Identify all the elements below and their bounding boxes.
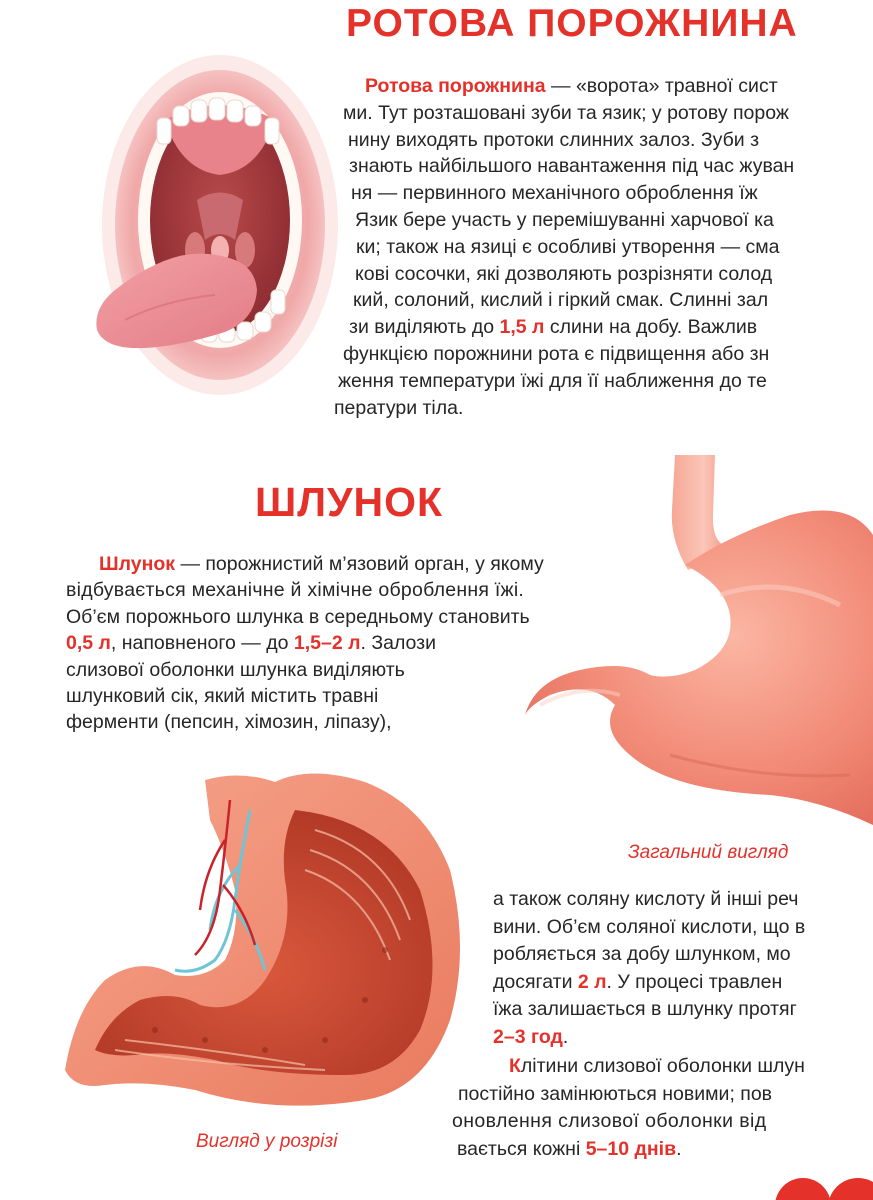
text-line: Клітини слизової оболонки шлун	[509, 1055, 805, 1077]
text-line: 0,5 л, наповненого — до 1,5–2 л. Залози	[66, 632, 436, 655]
caption-section-view: Вигляд у розрізі	[196, 1131, 338, 1152]
text-line: ми. Тут розташовані зуби та язик; у ротову порож	[343, 101, 789, 124]
text-line: шлунковий сік, який містить травні	[66, 685, 379, 708]
stomach-paragraph-continued	[493, 886, 873, 1051]
text-line: оновлення слизової оболонки від	[452, 1110, 767, 1132]
text-line: постійно замінюються новими; пов	[458, 1082, 773, 1105]
stomach-cross-section-illustration-icon	[65, 770, 470, 1120]
text-line: ферменти (пепсин, хімозин, ліпазу),	[66, 711, 392, 734]
text-line: досягати 2 л. У процесі травлен	[493, 970, 783, 993]
text-line: ки; також на язиці є особливі утворення — сма	[356, 235, 780, 258]
section-title-stomach: ШЛУНОК	[255, 479, 443, 525]
text-line: знають найбільшого навантаження під час жуван	[349, 155, 795, 178]
text-line: відбувається механічне й хімічне оброблення їжі.	[66, 579, 525, 602]
text-line: а також соляну кислоту й інші реч	[493, 888, 799, 910]
text-line: Язик бере участь у перемішуванні харчової ка	[355, 208, 774, 231]
text-line: нину виходять протоки слинних залоз. Зуби з	[348, 128, 760, 151]
text-line: кий, солоний, кислий і гіркий смак. Слинні зал	[353, 289, 769, 312]
page-title-mouth: РОТОВА ПОРОЖНИНА	[346, 2, 798, 45]
text-line: ження температури їжі для її наближення до те	[338, 369, 767, 392]
text-line: Ротова порожнина — «ворота» травної сист	[365, 75, 778, 97]
text-line: їжа залишається в шлунку протяг	[493, 998, 797, 1020]
text-line: робляється за добу шлунком, мо	[493, 943, 791, 965]
text-line: 2–3 год.	[493, 1025, 569, 1048]
decorative-corner-shape-icon	[758, 1158, 873, 1200]
text-line: ня — первинного механічного оброблення їж	[351, 182, 758, 205]
text-line: ператури тіла.	[334, 396, 464, 419]
stomach-paragraph	[66, 551, 666, 736]
text-line: Об’єм порожнього шлунка в середньому становить	[66, 605, 530, 628]
text-line: вини. Об’єм соляної кислоти, що в	[493, 915, 806, 938]
text-line: зи виділяють до 1,5 л слини на добу. Важлив	[349, 316, 758, 339]
text-line: вається кожні 5–10 днів.	[457, 1137, 682, 1160]
open-mouth-illustration-icon	[85, 50, 340, 395]
caption-general-view: Загальний вигляд	[628, 842, 789, 863]
mouth-paragraph	[330, 73, 870, 421]
text-line: Шлунок — порожнистий м’язовий орган, у якому	[99, 553, 544, 575]
text-line: слизової оболонки шлунка виділяють	[66, 658, 405, 681]
text-line: кові сосочки, які дозволяють розрізняти солод	[355, 262, 773, 285]
stomach-paragraph-cells	[452, 1053, 873, 1163]
text-line: функцією порожнини рота є підвищення або зн	[343, 342, 770, 365]
